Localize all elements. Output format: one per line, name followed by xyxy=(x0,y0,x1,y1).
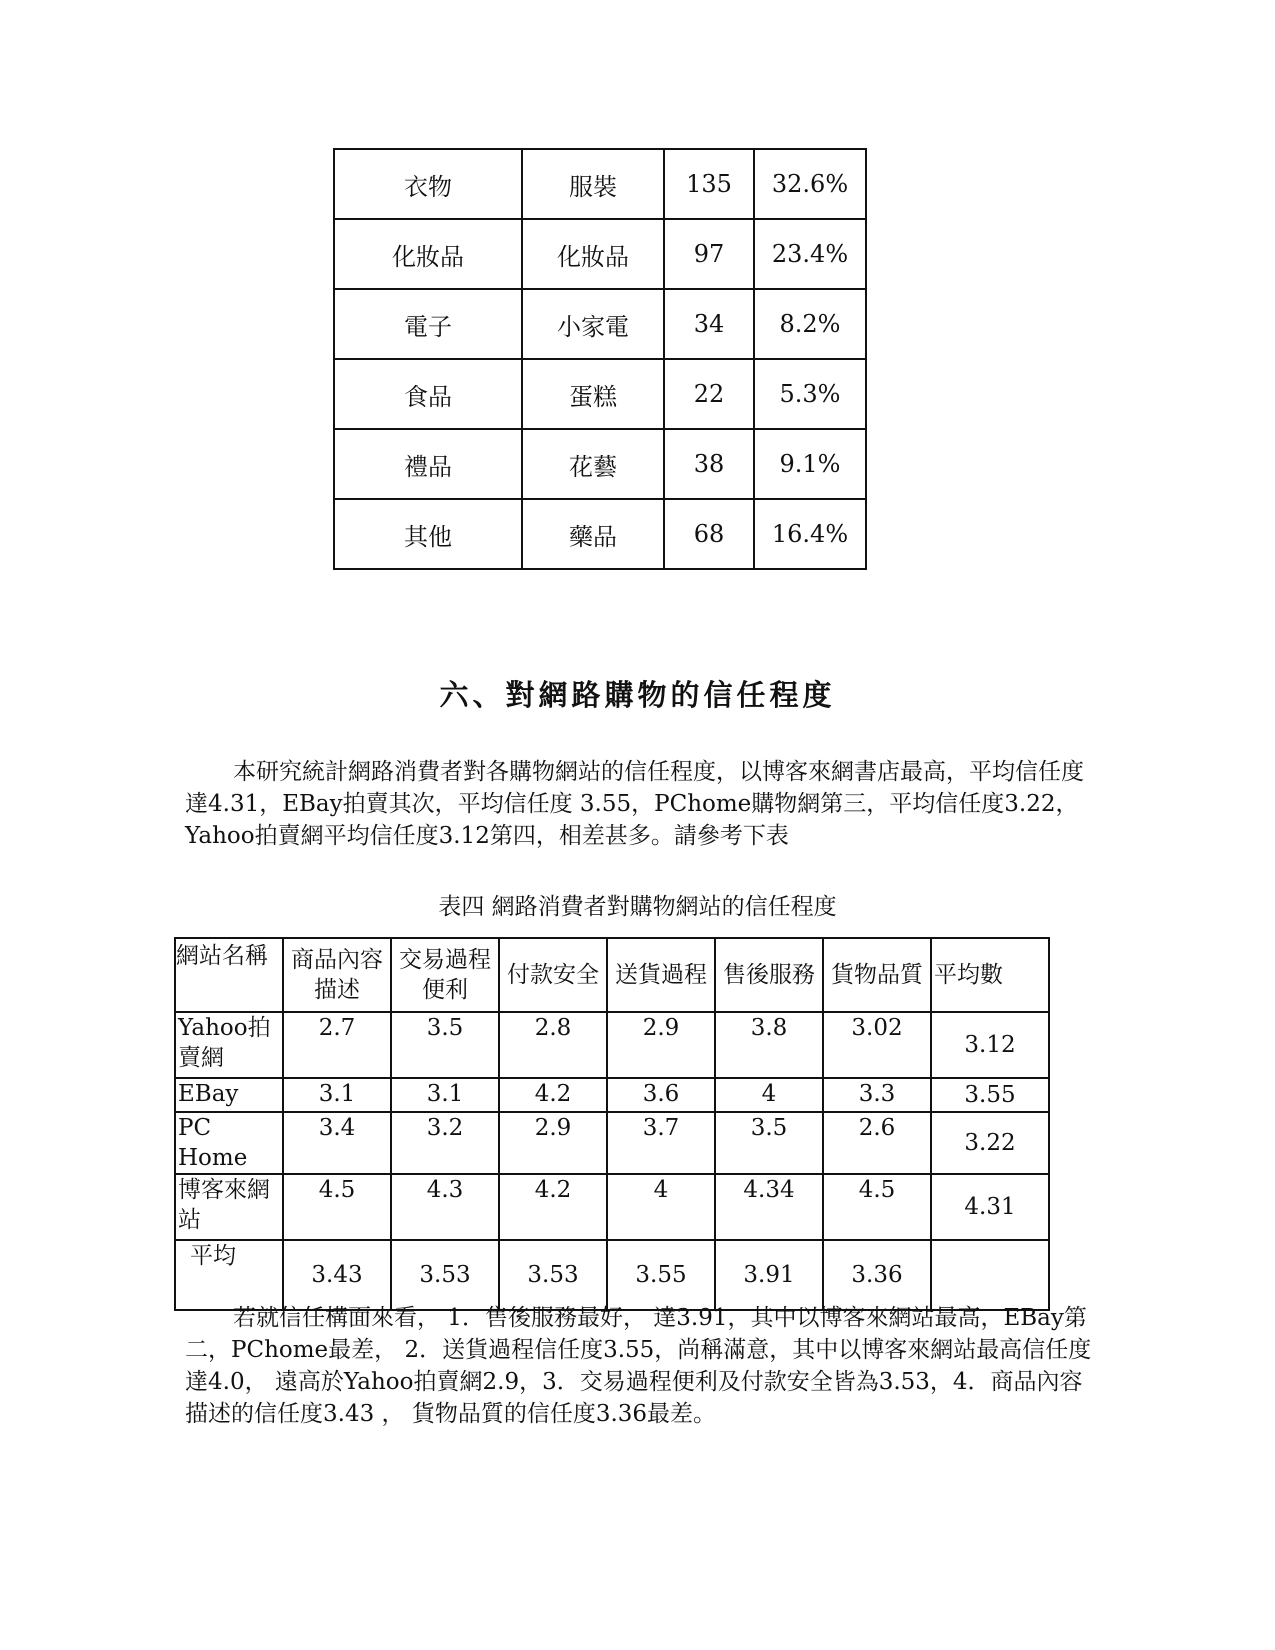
table-cell: 3.7 xyxy=(607,1112,715,1174)
column-header: 平均數 xyxy=(931,938,1049,1012)
column-header: 交易過程便利 xyxy=(391,938,499,1012)
table-cell: 3.43 xyxy=(283,1240,391,1310)
table-cell: 4.5 xyxy=(823,1174,931,1240)
table-cell: 4.3 xyxy=(391,1174,499,1240)
table-cell: 23.4% xyxy=(754,219,866,289)
table-cell: 3.36 xyxy=(823,1240,931,1310)
table-cell: 3.53 xyxy=(499,1240,607,1310)
table-cell: 2.9 xyxy=(499,1112,607,1174)
site-name-cell: 平均 xyxy=(175,1240,283,1310)
table-cell: 2.6 xyxy=(823,1112,931,1174)
average-cell: 3.55 xyxy=(931,1078,1049,1112)
average-cell: 3.12 xyxy=(931,1012,1049,1078)
table-cell: 34 xyxy=(664,289,754,359)
column-header: 售後服務 xyxy=(715,938,823,1012)
table-cell: 4.34 xyxy=(715,1174,823,1240)
table-cell: 3.1 xyxy=(283,1078,391,1112)
site-name-cell: PC Home xyxy=(175,1112,283,1174)
average-cell xyxy=(931,1240,1049,1310)
table-cell: 16.4% xyxy=(754,499,866,569)
table-cell: 4.5 xyxy=(283,1174,391,1240)
table-cell: 38 xyxy=(664,429,754,499)
table-cell: 3.02 xyxy=(823,1012,931,1078)
site-name-cell: EBay xyxy=(175,1078,283,1112)
table-cell: 5.3% xyxy=(754,359,866,429)
table-cell: 3.2 xyxy=(391,1112,499,1174)
column-header: 貨物品質 xyxy=(823,938,931,1012)
table-cell: 藥品 xyxy=(522,499,664,569)
table-row xyxy=(334,149,866,219)
table-row xyxy=(334,359,866,429)
column-header: 商品內容描述 xyxy=(283,938,391,1012)
table-cell: 4.2 xyxy=(499,1174,607,1240)
table-row xyxy=(175,1012,1049,1078)
table-row xyxy=(175,1240,1049,1310)
paragraph-text: 若就信任構面來看， 1．售後服務最好， 達3.91，其中以博客來網站最高，EBay第二，PChome最差， 2．送貨過程信任度3.55，尚稱滿意，其中以博客來網站最高信任度達4.0， 遠高於Yahoo拍賣網2.9，3．交易過程便利及付款安全皆為3.53，4．商品內容描述的信任度3.43 ， 貨物品質的信任度3.36最差。 xyxy=(185,1305,1092,1427)
table-cell: 化妝品 xyxy=(522,219,664,289)
table-cell: 3.5 xyxy=(391,1012,499,1078)
table-cell: 9.1% xyxy=(754,429,866,499)
table-row xyxy=(175,1078,1049,1112)
table-cell: 3.1 xyxy=(391,1078,499,1112)
table-cell: 3.6 xyxy=(607,1078,715,1112)
table-cell: 3.8 xyxy=(715,1012,823,1078)
column-header: 付款安全 xyxy=(499,938,607,1012)
table-cell: 化妝品 xyxy=(334,219,522,289)
table-cell: 3.5 xyxy=(715,1112,823,1174)
table-row xyxy=(334,429,866,499)
table-cell: 蛋糕 xyxy=(522,359,664,429)
average-cell: 3.22 xyxy=(931,1112,1049,1174)
table-row xyxy=(334,289,866,359)
paragraph-trust-dimensions xyxy=(185,1302,1105,1430)
table-cell: 135 xyxy=(664,149,754,219)
table-cell: 4 xyxy=(607,1174,715,1240)
table-cell: 68 xyxy=(664,499,754,569)
table-cell: 3.55 xyxy=(607,1240,715,1310)
paragraph-trust-summary xyxy=(185,756,1105,852)
trust-table xyxy=(174,937,1050,1311)
table-row xyxy=(175,1112,1049,1174)
table-cell: 花藝 xyxy=(522,429,664,499)
column-header: 送貨過程 xyxy=(607,938,715,1012)
average-cell: 4.31 xyxy=(931,1174,1049,1240)
table-row xyxy=(175,1174,1049,1240)
table-cell: 2.8 xyxy=(499,1012,607,1078)
column-header: 網站名稱 xyxy=(175,938,283,1012)
table-cell: 小家電 xyxy=(522,289,664,359)
table-cell: 3.4 xyxy=(283,1112,391,1174)
table-cell: 4 xyxy=(715,1078,823,1112)
site-name-cell: 博客來網站 xyxy=(175,1174,283,1240)
table-row xyxy=(334,219,866,289)
table-cell: 97 xyxy=(664,219,754,289)
table-cell: 其他 xyxy=(334,499,522,569)
table-cell: 2.9 xyxy=(607,1012,715,1078)
table-caption: 表四 網路消費者對購物網站的信任程度 xyxy=(438,894,837,920)
table-cell: 8.2% xyxy=(754,289,866,359)
table-cell: 3.91 xyxy=(715,1240,823,1310)
category-table xyxy=(333,148,867,570)
table-cell: 衣物 xyxy=(334,149,522,219)
table-cell: 3.53 xyxy=(391,1240,499,1310)
table-cell: 32.6% xyxy=(754,149,866,219)
table-cell: 22 xyxy=(664,359,754,429)
site-name-cell: Yahoo拍賣網 xyxy=(175,1012,283,1078)
table-row xyxy=(334,499,866,569)
table-cell: 服裝 xyxy=(522,149,664,219)
table-cell: 禮品 xyxy=(334,429,522,499)
table-cell: 電子 xyxy=(334,289,522,359)
table-cell: 4.2 xyxy=(499,1078,607,1112)
section-heading: 六、對網路購物的信任程度 xyxy=(439,678,836,712)
table-cell: 食品 xyxy=(334,359,522,429)
paragraph-text: 本研究統計網路消費者對各購物網站的信任程度，以博客來網書店最高，平均信任度達4.31，EBay拍賣其次，平均信任度 3.55，PChome購物網第三，平均信任度3.22，Yahoo拍賣網平均信任度3.12第四，相差甚多。請參考下表 xyxy=(185,759,1084,849)
table-cell: 3.3 xyxy=(823,1078,931,1112)
table-cell: 2.7 xyxy=(283,1012,391,1078)
table-header-row xyxy=(175,938,1049,1012)
